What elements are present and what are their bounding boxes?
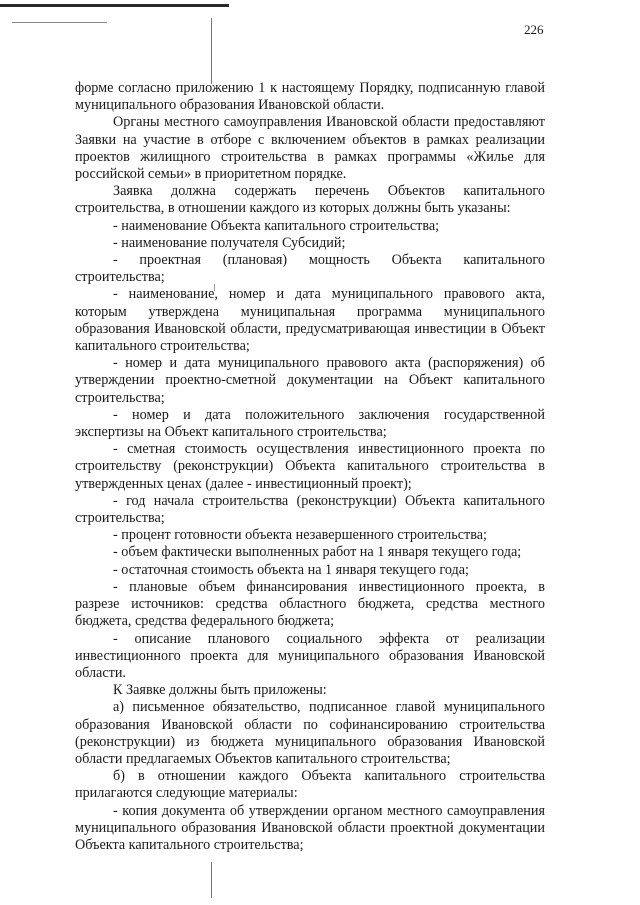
paragraph: - процент готовности объекта незавершенного строительства; (113, 527, 487, 544)
paragraph: форме согласно приложению 1 к настоящему Порядку, подписанную главой муниципального образования Ивановской области. (75, 80, 545, 114)
scan-artifact-mark (211, 862, 212, 898)
paragraph: - наименование, номер и дата муниципального правового акта, которым утверждена муниципальная программа муниципального образования Ивановской области, предусматривающая инвестиции в Объект капитального строительства; (75, 286, 545, 355)
paragraph: - остаточная стоимость объекта на 1 января текущего года; (113, 561, 469, 578)
paragraph: - описание планового социального эффекта от реализации инвестиционного проекта для муниципального образования Ивановской области. (75, 630, 545, 681)
page-number: 226 (524, 22, 544, 37)
paragraph: - наименование Объекта капитального строительства; (113, 217, 440, 234)
document-body (75, 80, 545, 854)
paragraph: - номер и дата муниципального правового акта (распоряжения) об утверждении проектно-сметной документации на Объект капитального строительства; (75, 355, 545, 406)
scan-artifact-line (0, 4, 229, 7)
paragraph: - проектная (плановая) мощность Объекта капитального строительства; (75, 252, 545, 286)
paragraph: - номер и дата положительного заключения государственной экспертизы на Объект капитального строительства; (75, 406, 545, 441)
scan-artifact-mark (211, 18, 212, 84)
paragraph: - копия документа об утверждении органом местного самоуправления муниципального образования Ивановской области проектной документации Объекта капитального строительства; (75, 802, 545, 853)
paragraph: К Заявке должны быть приложены: (113, 682, 327, 699)
paragraph: - плановые объем финансирования инвестиционного проекта, в разрезе источников: средства областного бюджета, средства местного бюджета, средства федерального бюджета; (75, 578, 545, 630)
paragraph: - год начала строительства (реконструкции) Объекта капитального строительства; (75, 492, 545, 527)
paragraph: б) в отношении каждого Объекта капитального строительства прилагаются следующие материалы: (75, 768, 545, 802)
paragraph: - сметная стоимость осуществления инвестиционного проекта по строительству (реконструкции) Объекта капитального строительства в утвержденных ценах (далее - инвестиционный проект); (75, 441, 545, 492)
scan-artifact-line (12, 22, 107, 23)
paragraph: а) письменное обязательство, подписанное главой муниципального образования Ивановской области по софинансированию строительства (реконструкции) из бюджета муниципального образования Ивановской области предлагаемых Объектов капитального строительства; (75, 699, 545, 767)
paragraph: - объем фактически выполненных работ на 1 января текущего года; (113, 544, 522, 561)
paragraph: Органы местного самоуправления Ивановской области предоставляют Заявки на участие в отборе с включением объектов в рамках реализации проектов жилищного строительства в рамках программы «Жилье для российской семьи» в приоритетном порядке. (75, 114, 545, 183)
paragraph: - наименование получателя Субсидий; (113, 234, 346, 251)
paragraph: Заявка должна содержать перечень Объектов капитального строительства, в отношении каждого из которых должны быть указаны: (75, 183, 545, 217)
